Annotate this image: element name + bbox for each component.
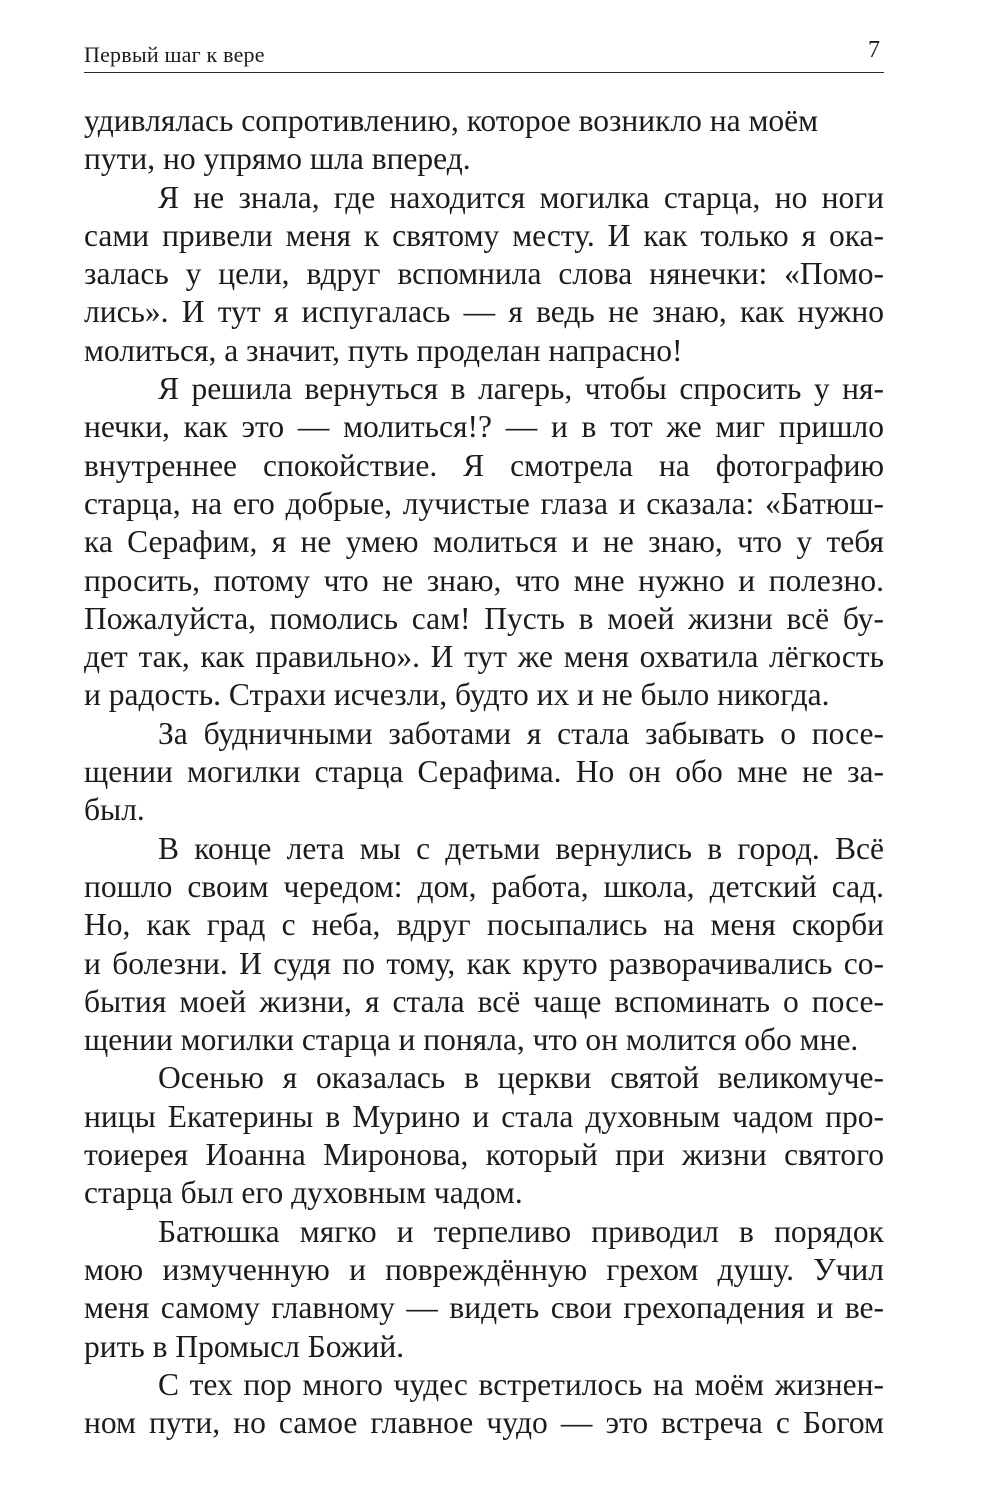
text-line: тоиерея Иоанна Миронова, который при жизни святого: [84, 1137, 884, 1173]
text-line: был.: [84, 792, 145, 828]
text-line: ницы Екатерины в Мурино и стала духовным чадом про-: [84, 1098, 884, 1134]
text-line: ка Серафим, я не умею молиться и не знаю, что у тебя: [84, 524, 884, 560]
text-line: дет так, как правильно». И тут же меня охватила лёгкость: [84, 639, 884, 675]
text-line: Я не знала, где находится могилка старца, но ноги: [158, 179, 884, 215]
text-line: С тех пор много чудес встретилось на моём жизнен-: [158, 1366, 884, 1402]
text-line: щении могилки старца и поняла, что он молится обо мне.: [84, 1022, 859, 1058]
text-line: нечки, как это — молиться!? — и в тот же миг пришло: [84, 409, 884, 445]
text-line: Батюшка мягко и терпеливо приводил в порядок: [158, 1213, 884, 1249]
text-line: старца, на его добрые, лучистые глаза и сказала: «Батюш-: [84, 485, 884, 521]
text-line: Пожалуйста, помолись сам! Пусть в моей жизни всё бу-: [84, 600, 884, 636]
text-line: удивлялась сопротивлению, которое возникло на моём: [84, 103, 819, 138]
text-line: и радость. Страхи исчезли, будто их и не было никогда.: [84, 677, 830, 713]
body-text: [84, 102, 884, 1442]
text-line: бытия моей жизни, я стала всё чаще вспоминать о посе-: [84, 983, 884, 1019]
text-line: залась у цели, вдруг вспомнила слова нянечки: «Помо-: [84, 256, 884, 292]
text-line: просить, потому что не знаю, что мне нужно и полезно.: [84, 562, 884, 598]
text-line: Но, как град с неба, вдруг посыпались на меня скорби: [84, 907, 884, 943]
text-line: За будничными заботами я стала забывать о посе-: [158, 715, 884, 751]
text-line: молиться, а значит, путь проделан напрасно!: [84, 332, 683, 368]
text-line: щении могилки старца Серафима. Но он обо мне не за-: [84, 754, 884, 790]
text-line: Осенью я оказалась в церкви святой великомуче-: [158, 1060, 884, 1096]
text-line: лись». И тут я испугалась — я ведь не знаю, как нужно: [84, 294, 884, 330]
running-title: Первый шаг к вере: [84, 42, 265, 67]
text-line: внутреннее спокойствие. Я смотрела на фотографию: [84, 447, 884, 483]
text-line: мою измученную и повреждённую грехом душу. Учил: [84, 1251, 884, 1287]
text-line: пошло своим чередом: дом, работа, школа, детский сад.: [84, 868, 884, 904]
text-line: старца был его духовным чадом.: [84, 1175, 523, 1211]
text-line: Я решила вернуться в лагерь, чтобы спросить у ня-: [158, 371, 884, 407]
text-line: В конце лета мы с детьми вернулись в город. Всё: [158, 830, 884, 866]
text-line: рить в Промысл Божий.: [84, 1328, 405, 1364]
text-line: и болезни. И судя по тому, как круто разворачивались со-: [84, 945, 884, 981]
text-line: меня самому главному — видеть свои грехопадения и ве-: [84, 1290, 884, 1326]
running-header: [84, 36, 884, 73]
text-line: ном пути, но самое главное чудо — это встреча с Богом: [84, 1405, 884, 1441]
page-number: 7: [868, 37, 880, 63]
text-line: пути, но упрямо шла вперед.: [84, 141, 471, 177]
text-line: сами привели меня к святому месту. И как только я ока-: [84, 217, 884, 253]
